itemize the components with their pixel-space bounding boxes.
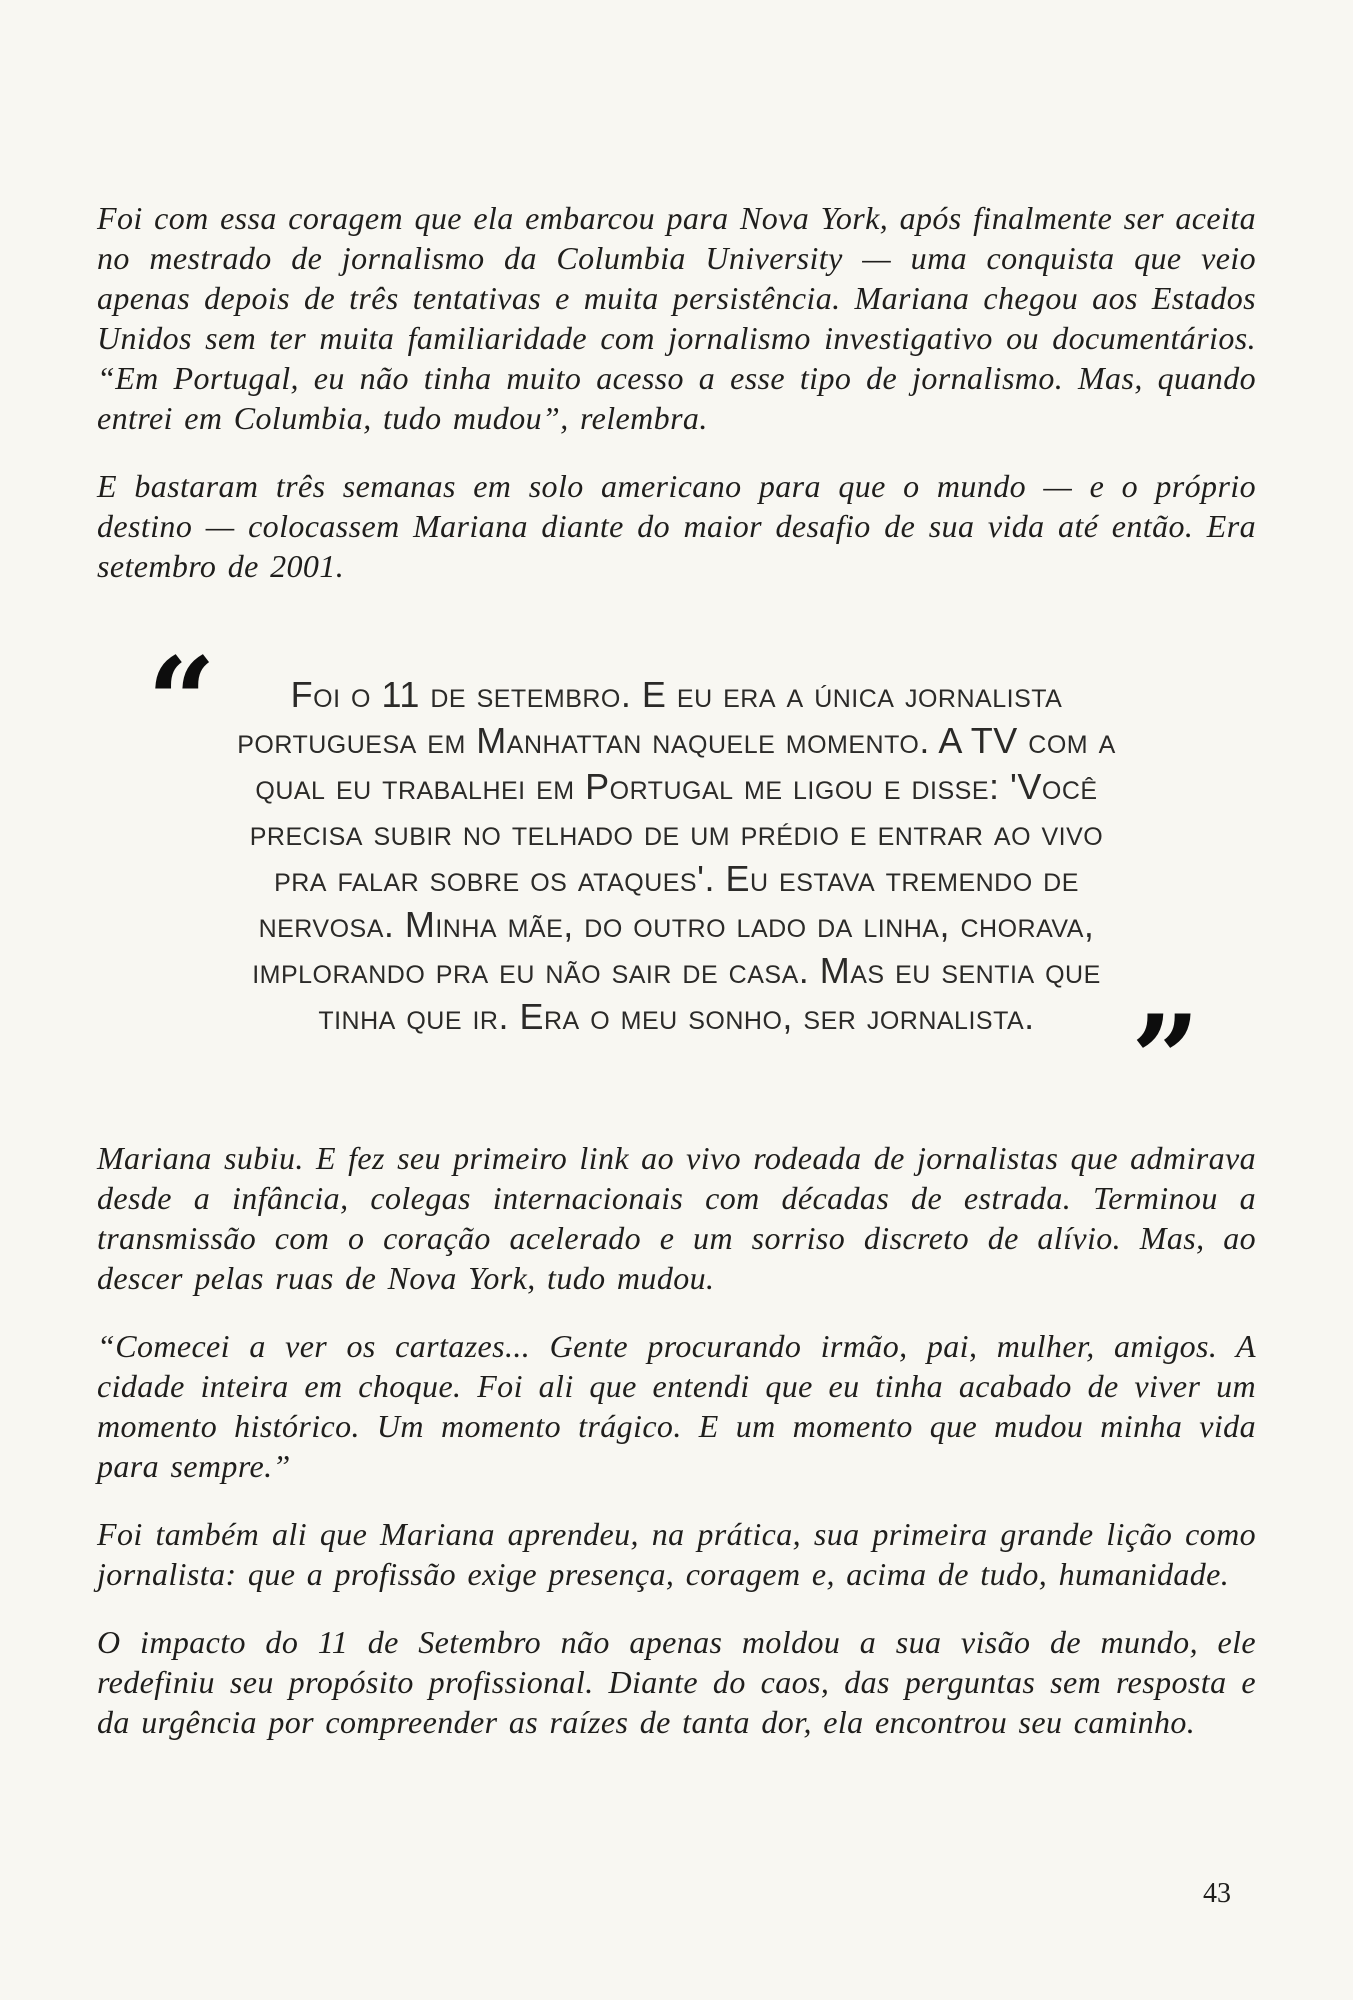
intro-paragraphs	[97, 198, 1256, 586]
paragraph-mariana-subiu: Mariana subiu. E fez seu primeiro link ao vivo rodeada de jornalistas que admirava desde a infância, colegas internacionais com décadas de estrada. Terminou a transmissão com o coração acelerado e um sorriso discreto de alívio. Mas, ao descer pelas ruas de Nova York, tudo mudou.	[97, 1140, 1256, 1296]
paragraph-primeira-licao: Foi também ali que Mariana aprendeu, na prática, sua primeira grande lição como jornalista: que a profissão exige presença, coragem e, acima de tudo, humanidade.	[97, 1516, 1256, 1592]
paragraph-tres-semanas: E bastaram três semanas em solo americano para que o mundo — e o próprio destino — colocassem Mariana diante do maior desafio de sua vida até então. Era setembro de 2001.	[97, 468, 1256, 584]
paragraph-embarque-nova-york: Foi com essa coragem que ela embarcou para Nova York, após finalmente ser aceita no mestrado de jornalismo da Columbia University — uma conquista que veio apenas depois de três tentativas e muita persistência. Mariana chegou aos Estados Unidos sem ter muita familiaridade com jornalismo investigativo ou documentários. “Em Portugal, eu não tinha muito acesso a esse tipo de jornalismo. Mas, quando entrei em Columbia, tudo mudou”, relembra.	[97, 200, 1256, 436]
closing-paragraphs	[97, 1138, 1256, 1742]
close-quote-icon: ”	[1130, 989, 1200, 1130]
paragraph-cartazes: “Comecei a ver os cartazes... Gente procurando irmão, pai, mulher, amigos. A cidade inteira em choque. Foi ali que entendi que eu tinha acabado de viver um momento histórico. Um momento trágico. E um momento que mudou minha vida para sempre.”	[97, 1328, 1256, 1484]
open-quote-icon: “	[147, 631, 217, 772]
pull-quote-text: Foi o 11 de setembro. E eu era a única jornalista portuguesa em Manhattan naquele momento. A TV com a qual eu trabalhei em Portugal me ligou e disse: 'Você precisa subir no telhado de um prédio e entrar ao vivo pra falar sobre os ataques'. Eu estava tremendo de nervosa. Minha mãe, do outro lado da linha, chorava, implorando pra eu não sair de casa. Mas eu sentia que tinha que ir. Era o meu sonho, ser jornalista.	[237, 674, 1116, 1037]
pull-quote-block	[97, 631, 1256, 1130]
paragraph-impacto-11-setembro: O impacto do 11 de Setembro não apenas moldou a sua visão de mundo, ele redefiniu seu propósito profissional. Diante do caos, das perguntas sem resposta e da urgência por compreender as raízes de tanta dor, ela encontrou seu caminho.	[97, 1624, 1256, 1740]
page-number: 43	[1203, 1878, 1231, 1909]
